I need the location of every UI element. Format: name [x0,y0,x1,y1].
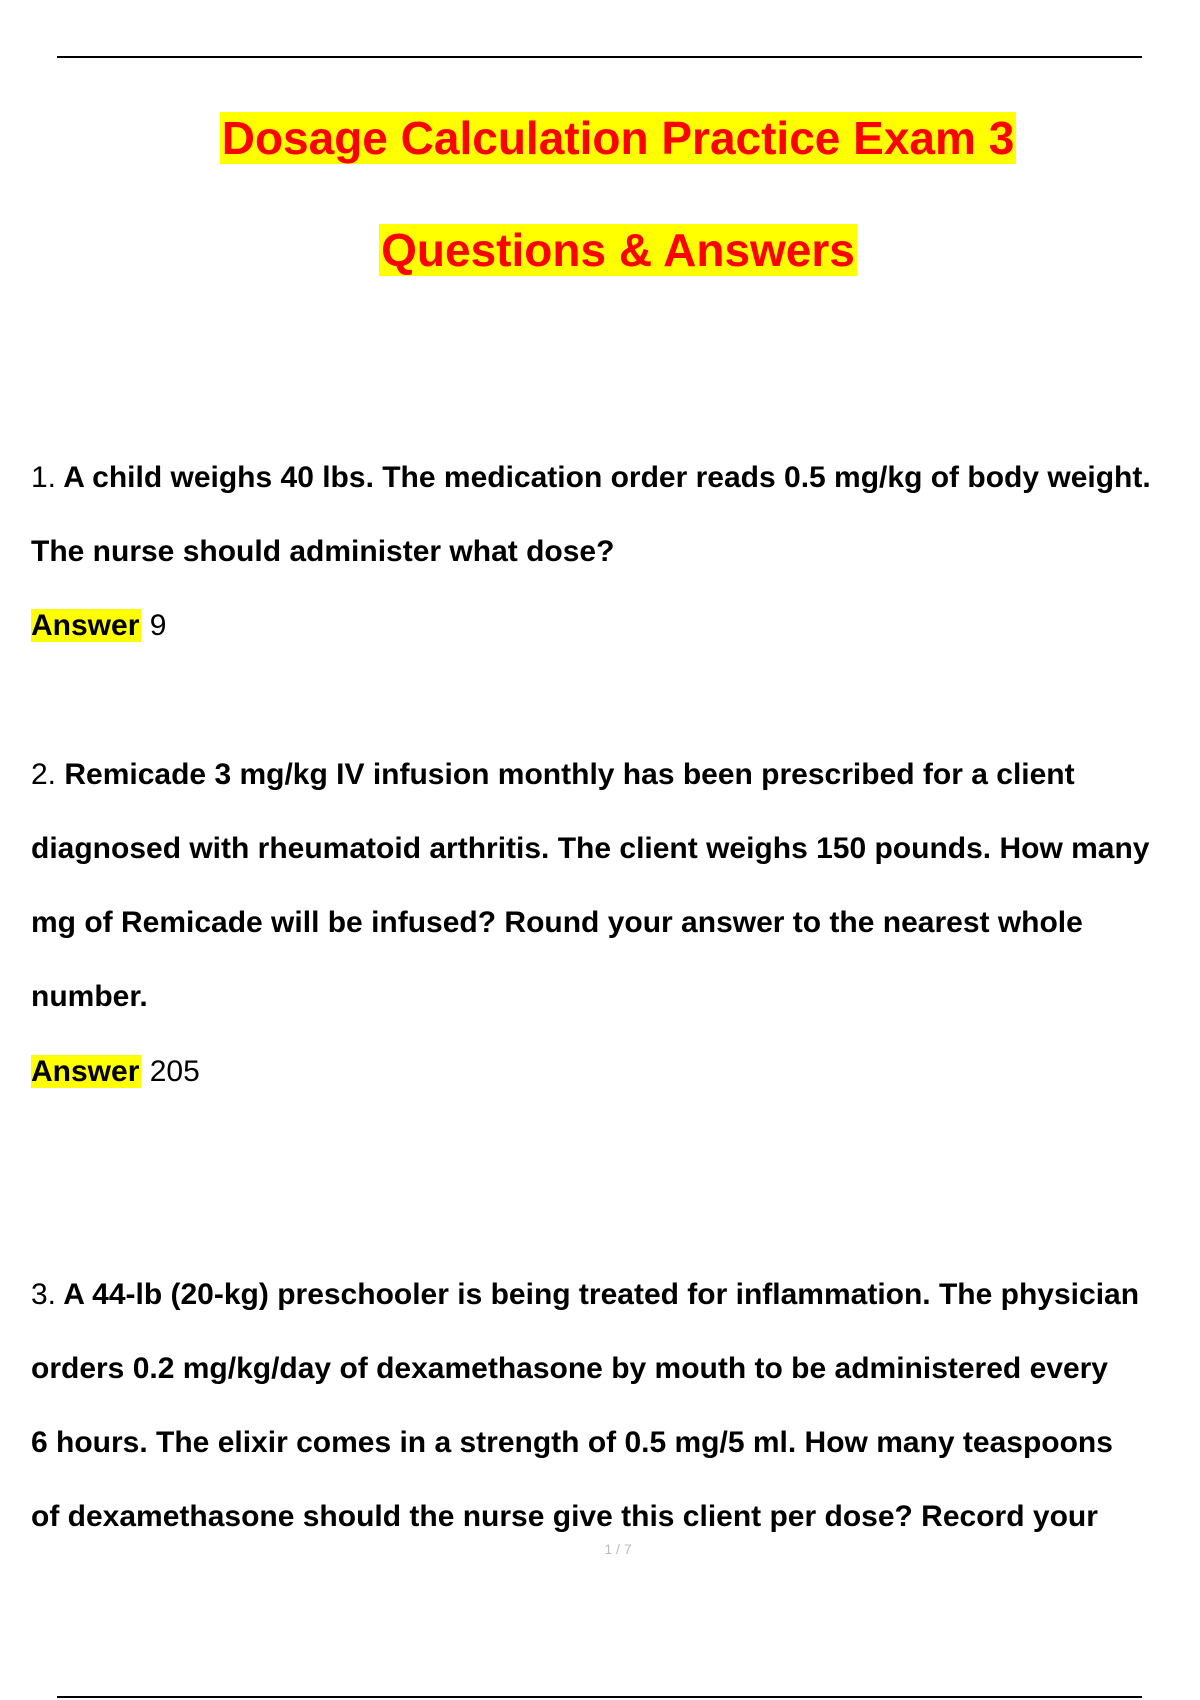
question-3 [31,1258,1200,1554]
title-highlight: Dosage Calculation Practice Exam 3 [221,112,1015,164]
question-3-number: 3. [31,1278,57,1311]
question-1-text-1: A child weighs 40 lbs. The medication order reads 0.5 mg/kg of body weight. [63,461,1151,494]
question-1-line-1 [31,441,1200,515]
answer-2-value: 205 [149,1055,200,1088]
question-2-line-1 [31,738,1200,812]
question-2 [31,738,1200,1034]
document-title [0,110,1200,166]
question-2-number: 2. [31,758,57,791]
answer-1-value: 9 [149,609,167,642]
question-3-line-1 [31,1258,1200,1332]
question-3-line-3: 6 hours. The elixir comes in a strength of 0.5 mg/5 ml. How many teaspoons [31,1426,1113,1459]
subtitle-highlight: Questions & Answers [381,224,855,276]
question-2-line-2: diagnosed with rheumatoid arthritis. The client weighs 150 pounds. How many [31,832,1150,865]
document-subtitle [0,222,1200,278]
bottom-rule [57,1696,1142,1698]
answer-1-label: Answer [31,609,140,642]
page-number: 1 / 7 [604,1541,632,1557]
answer-2-label: Answer [31,1055,140,1088]
question-2-text-1: Remicade 3 mg/kg IV infusion monthly has been prescribed for a client [64,758,1075,791]
top-rule [57,56,1142,58]
question-1-number: 1. [31,461,57,494]
question-3-line-4: of dexamethasone should the nurse give this client per dose? Record your [31,1500,1098,1533]
answer-1 [31,606,166,646]
question-3-line-2: orders 0.2 mg/kg/day of dexamethasone by mouth to be administered every [31,1352,1108,1385]
question-3-text-1: A 44-lb (20-kg) preschooler is being treated for inflammation. The physician [63,1278,1140,1311]
question-2-line-4: number. [31,980,148,1013]
answer-2 [31,1052,200,1092]
question-1 [31,441,1200,589]
question-2-line-3: mg of Remicade will be infused? Round your answer to the nearest whole [31,906,1083,939]
question-1-line-2: The nurse should administer what dose? [31,535,615,568]
